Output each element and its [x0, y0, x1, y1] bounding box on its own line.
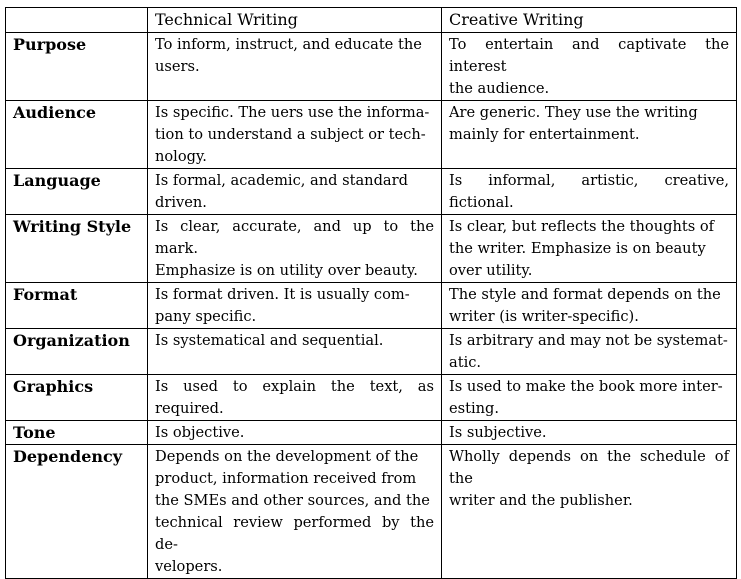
technical-cell	[148, 169, 442, 215]
cell-line: technical review performed by the de-	[155, 514, 434, 553]
creative-cell	[442, 375, 737, 421]
cell-line: product, information received from	[155, 470, 417, 487]
technical-cell	[148, 375, 442, 421]
cell-line: nology.	[155, 148, 207, 165]
technical-cell	[148, 283, 442, 329]
cell-line: the SMEs and other sources, and the	[155, 492, 430, 509]
cell-line: velopers.	[155, 558, 223, 575]
technical-cell	[148, 421, 442, 445]
cell-line: Are generic. They use the writing	[449, 104, 698, 121]
cell-line: Is formal, academic, and standard	[155, 172, 408, 189]
creative-cell	[442, 33, 737, 101]
table-row	[6, 215, 737, 283]
technical-cell	[148, 101, 442, 169]
header-creative: Creative Writing	[442, 8, 737, 33]
row-label: Purpose	[6, 33, 148, 101]
cell-line: Is objective.	[155, 424, 245, 441]
cell-line: Is format driven. It is usually com-	[155, 286, 410, 303]
cell-line: Wholly depends on the schedule of the	[449, 448, 729, 487]
table-body	[6, 33, 737, 579]
header-technical: Technical Writing	[148, 8, 442, 33]
creative-cell	[442, 101, 737, 169]
cell-line: Emphasize is on utility over beauty.	[155, 262, 418, 279]
cell-line: users.	[155, 58, 200, 75]
cell-line: writer and the publisher.	[449, 492, 633, 509]
cell-line: atic.	[449, 354, 482, 371]
cell-line: Is clear, accurate, and up to the mark.	[155, 218, 434, 257]
row-label: Language	[6, 169, 148, 215]
cell-line: Is specific. The uers use the informa-	[155, 104, 430, 121]
table-row	[6, 375, 737, 421]
cell-line: To entertain and captivate the interest	[449, 36, 729, 75]
table-row	[6, 445, 737, 579]
cell-line: pany specific.	[155, 308, 257, 325]
table-row	[6, 421, 737, 445]
cell-line: the audience.	[449, 80, 550, 97]
header-row	[6, 8, 737, 33]
creative-cell	[442, 283, 737, 329]
cell-line: driven.	[155, 194, 207, 211]
technical-cell	[148, 329, 442, 375]
row-label: Writing Style	[6, 215, 148, 283]
cell-line: tion to understand a subject or tech-	[155, 126, 426, 143]
comparison-table	[5, 7, 737, 579]
creative-cell	[442, 169, 737, 215]
header-corner	[6, 8, 148, 33]
technical-cell	[148, 445, 442, 579]
row-label: Format	[6, 283, 148, 329]
table-row	[6, 33, 737, 101]
row-label: Audience	[6, 101, 148, 169]
cell-line: To inform, instruct, and educate the	[155, 36, 422, 53]
cell-line: Is informal, artistic, creative, fictional.	[449, 172, 729, 211]
table-row	[6, 169, 737, 215]
table-row	[6, 329, 737, 375]
cell-line: Is systematical and sequential.	[155, 332, 384, 349]
cell-line: esting.	[449, 400, 500, 417]
technical-cell	[148, 215, 442, 283]
cell-line: Is subjective.	[449, 424, 547, 441]
row-label: Organization	[6, 329, 148, 375]
creative-cell	[442, 329, 737, 375]
cell-line: Is used to make the book more inter-	[449, 378, 723, 395]
cell-line: over utility.	[449, 262, 533, 279]
row-label: Dependency	[6, 445, 148, 579]
cell-line: Is used to explain the text, as required.	[155, 378, 434, 417]
table-row	[6, 283, 737, 329]
creative-cell	[442, 421, 737, 445]
cell-line: The style and format depends on the	[449, 286, 721, 303]
creative-cell	[442, 445, 737, 579]
table-row	[6, 101, 737, 169]
technical-cell	[148, 33, 442, 101]
row-label: Graphics	[6, 375, 148, 421]
creative-cell	[442, 215, 737, 283]
cell-line: Is clear, but reflects the thoughts of	[449, 218, 715, 235]
row-label: Tone	[6, 421, 148, 445]
cell-line: mainly for entertainment.	[449, 126, 640, 143]
cell-line: Is arbitrary and may not be systemat-	[449, 332, 728, 349]
cell-line: Depends on the development of the	[155, 448, 419, 465]
cell-line: writer (is writer-specific).	[449, 308, 639, 325]
cell-line: the writer. Emphasize is on beauty	[449, 240, 706, 257]
